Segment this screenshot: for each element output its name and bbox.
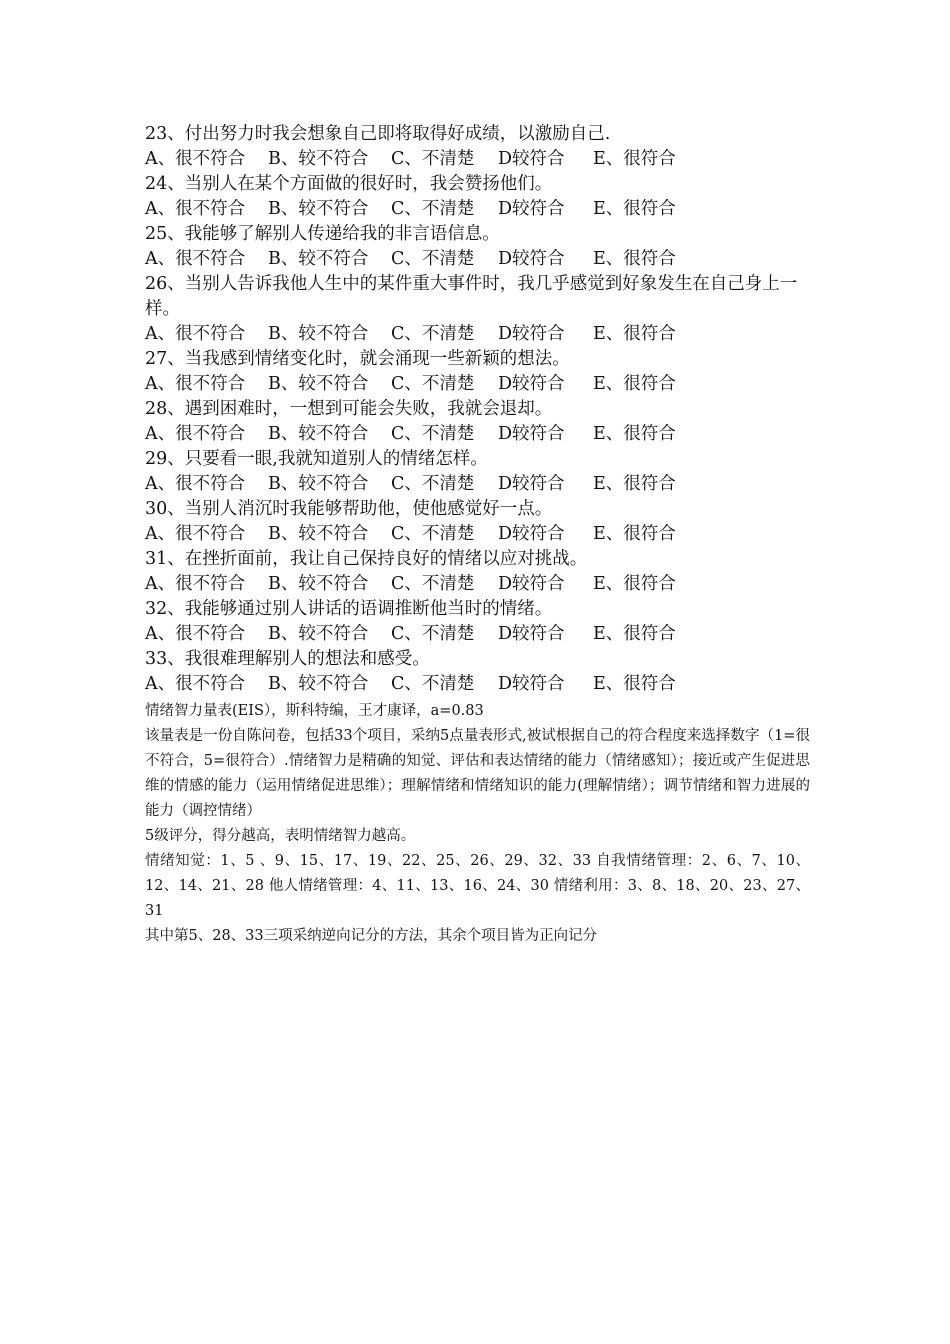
question-27 bbox=[145, 347, 810, 397]
option-a: A、很不符合 bbox=[145, 199, 246, 219]
question-text: 30、当别人消沉时我能够帮助他，使他感觉好一点。 bbox=[145, 499, 553, 519]
option-d: D较符合 bbox=[498, 324, 565, 344]
question-text: 32、我能够通过别人讲话的语调推断他当时的情绪。 bbox=[145, 599, 553, 619]
option-c: C、不清楚 bbox=[391, 199, 475, 219]
answer-options bbox=[145, 472, 810, 497]
option-b: B、较不符合 bbox=[268, 249, 369, 269]
answer-options bbox=[145, 322, 810, 347]
answer-options bbox=[145, 247, 810, 272]
question-28 bbox=[145, 397, 810, 447]
option-c: C、不清楚 bbox=[391, 674, 475, 694]
question-text: 28、遇到困难时，一想到可能会失败，我就会退却。 bbox=[145, 399, 553, 419]
option-e: E、很符合 bbox=[593, 624, 676, 644]
option-d: D较符合 bbox=[498, 249, 565, 269]
answer-options bbox=[145, 622, 810, 647]
option-c: C、不清楚 bbox=[391, 574, 475, 594]
option-c: C、不清楚 bbox=[391, 524, 475, 544]
question-26 bbox=[145, 272, 810, 347]
question-30 bbox=[145, 497, 810, 547]
option-a: A、很不符合 bbox=[145, 249, 246, 269]
question-text: 24、当别人在某个方面做的很好时，我会赞扬他们。 bbox=[145, 174, 553, 194]
answer-options bbox=[145, 522, 810, 547]
option-b: B、较不符合 bbox=[268, 574, 369, 594]
option-b: B、较不符合 bbox=[268, 149, 369, 169]
option-e: E、很符合 bbox=[593, 249, 676, 269]
option-a: A、很不符合 bbox=[145, 474, 246, 494]
option-c: C、不清楚 bbox=[391, 424, 475, 444]
question-25 bbox=[145, 222, 810, 272]
option-c: C、不清楚 bbox=[391, 149, 475, 169]
scale-description: 该量表是一份自陈问卷，包括33个项目，采纳5点量表形式,被试根据自己的符合程度来选择数字（1=很不符合，5=很符合）.情绪智力是精确的知觉、评估和表达情绪的能力（情绪感知）；接近或产生促进思维的情感的能力（运用情绪促进思维）；理解情绪和情绪知识的能力(理解情绪）；调节情绪和智力进展的能力（调控情绪） bbox=[145, 728, 810, 819]
question-text: 23、付出努力时我会想象自己即将取得好成绩，以激励自己. bbox=[145, 124, 611, 144]
option-b: B、较不符合 bbox=[268, 524, 369, 544]
question-text: 25、我能够了解别人传递给我的非言语信息。 bbox=[145, 224, 500, 244]
option-c: C、不清楚 bbox=[391, 324, 475, 344]
option-a: A、很不符合 bbox=[145, 624, 246, 644]
option-c: C、不清楚 bbox=[391, 374, 475, 394]
answer-options bbox=[145, 147, 810, 172]
question-text: 26、当别人告诉我他人生中的某件重大事件时，我几乎感觉到好象发生在自己身上一样。 bbox=[145, 274, 798, 319]
question-text: 33、我很难理解别人的想法和感受。 bbox=[145, 649, 430, 669]
option-d: D较符合 bbox=[498, 524, 565, 544]
option-b: B、较不符合 bbox=[268, 474, 369, 494]
question-23 bbox=[145, 122, 810, 172]
option-e: E、很符合 bbox=[593, 674, 676, 694]
option-d: D较符合 bbox=[498, 674, 565, 694]
question-text: 29、只要看一眼,我就知道别人的情绪怎样。 bbox=[145, 449, 488, 469]
question-text: 31、在挫折面前，我让自己保持良好的情绪以应对挑战。 bbox=[145, 549, 588, 569]
option-e: E、很符合 bbox=[593, 374, 676, 394]
option-c: C、不清楚 bbox=[391, 474, 475, 494]
option-d: D较符合 bbox=[498, 199, 565, 219]
option-a: A、很不符合 bbox=[145, 524, 246, 544]
option-e: E、很符合 bbox=[593, 324, 676, 344]
option-d: D较符合 bbox=[498, 424, 565, 444]
option-e: E、很符合 bbox=[593, 524, 676, 544]
question-text: 27、当我感到情绪变化时，就会涌现一些新颖的想法。 bbox=[145, 349, 570, 369]
option-e: E、很符合 bbox=[593, 574, 676, 594]
option-b: B、较不符合 bbox=[268, 199, 369, 219]
answer-options bbox=[145, 372, 810, 397]
reverse-scoring-note: 其中第5、28、33三项采纳逆向记分的方法，其余个项目皆为正向记分 bbox=[145, 928, 598, 944]
document-page bbox=[145, 122, 810, 949]
option-b: B、较不符合 bbox=[268, 324, 369, 344]
option-b: B、较不符合 bbox=[268, 674, 369, 694]
option-c: C、不清楚 bbox=[391, 624, 475, 644]
option-a: A、很不符合 bbox=[145, 424, 246, 444]
scale-notes bbox=[145, 699, 810, 949]
option-e: E、很符合 bbox=[593, 149, 676, 169]
option-d: D较符合 bbox=[498, 474, 565, 494]
question-32 bbox=[145, 597, 810, 647]
answer-options bbox=[145, 672, 810, 697]
option-a: A、很不符合 bbox=[145, 149, 246, 169]
option-e: E、很符合 bbox=[593, 424, 676, 444]
option-c: C、不清楚 bbox=[391, 249, 475, 269]
option-a: A、很不符合 bbox=[145, 324, 246, 344]
option-b: B、较不符合 bbox=[268, 624, 369, 644]
option-b: B、较不符合 bbox=[268, 424, 369, 444]
question-33 bbox=[145, 647, 810, 697]
scale-title: 情绪智力量表(EIS），斯科特编，王才康译，a=0.83 bbox=[145, 703, 484, 719]
option-d: D较符合 bbox=[498, 574, 565, 594]
dimension-items: 情绪知觉：1、5 、9、15、17、19、22、25、26、29、32、33 自我情绪管理：2、6、7、10、12、14、21、28 他人情绪管理：4、11、13、16、24、30 情绪利用：3、8、18、20、23、27、31 bbox=[145, 853, 810, 919]
option-d: D较符合 bbox=[498, 624, 565, 644]
question-29 bbox=[145, 447, 810, 497]
answer-options bbox=[145, 197, 810, 222]
answer-options bbox=[145, 422, 810, 447]
option-d: D较符合 bbox=[498, 149, 565, 169]
option-e: E、很符合 bbox=[593, 474, 676, 494]
scoring-note: 5级评分，得分越高，表明情绪智力越高。 bbox=[145, 828, 416, 844]
option-a: A、很不符合 bbox=[145, 374, 246, 394]
question-31 bbox=[145, 547, 810, 597]
option-e: E、很符合 bbox=[593, 199, 676, 219]
option-a: A、很不符合 bbox=[145, 574, 246, 594]
option-d: D较符合 bbox=[498, 374, 565, 394]
answer-options bbox=[145, 572, 810, 597]
question-24 bbox=[145, 172, 810, 222]
option-b: B、较不符合 bbox=[268, 374, 369, 394]
option-a: A、很不符合 bbox=[145, 674, 246, 694]
